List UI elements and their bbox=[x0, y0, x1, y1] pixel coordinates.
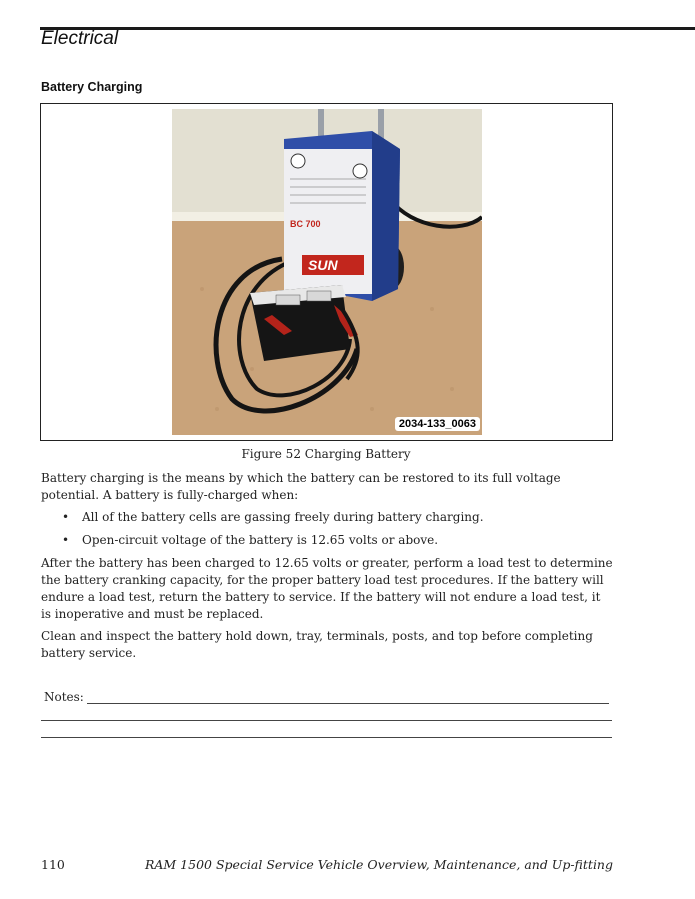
intro-paragraph: Battery charging is the means by which the battery can be restored to its full voltage potential. A battery is fully-charged when: bbox=[41, 471, 561, 502]
figure-frame bbox=[40, 103, 613, 441]
section-title: Electrical bbox=[41, 28, 119, 49]
notes-line bbox=[41, 737, 612, 738]
load-test-paragraph: After the battery has been charged to 12.65 volts or greater, perform a load test to determine the battery cranking capacity, for the proper battery load test procedures. If the battery will endure a load test, return the battery to service. If the battery will not endure a load test, it is inoperative and must be replaced. bbox=[41, 556, 613, 621]
charger-model-label: BC 700 bbox=[290, 219, 321, 229]
criteria-list bbox=[41, 509, 613, 555]
inspection-paragraph: Clean and inspect the battery hold down, tray, terminals, posts, and top before completing battery service. bbox=[41, 629, 593, 660]
battery-charger-photo bbox=[172, 109, 482, 435]
image-id-tag: 2034-133_0063 bbox=[395, 417, 480, 431]
notes-line bbox=[41, 720, 612, 721]
notes-line bbox=[87, 703, 609, 704]
figure-caption: Figure 52 Charging Battery bbox=[241, 447, 411, 461]
notes-label: Notes: bbox=[44, 690, 84, 704]
charger-brand-logo: SUN bbox=[308, 257, 338, 273]
document-title: RAM 1500 Special Service Vehicle Overview, Maintenance, and Up-fitting bbox=[144, 857, 613, 872]
page-number: 110 bbox=[41, 857, 65, 872]
list-item: • All of the battery cells are gassing freely during battery charging. bbox=[41, 509, 613, 532]
header-rule bbox=[40, 27, 695, 30]
subheading: Battery Charging bbox=[41, 80, 143, 94]
list-item: • Open-circuit voltage of the battery is 12.65 volts or above. bbox=[41, 532, 613, 555]
